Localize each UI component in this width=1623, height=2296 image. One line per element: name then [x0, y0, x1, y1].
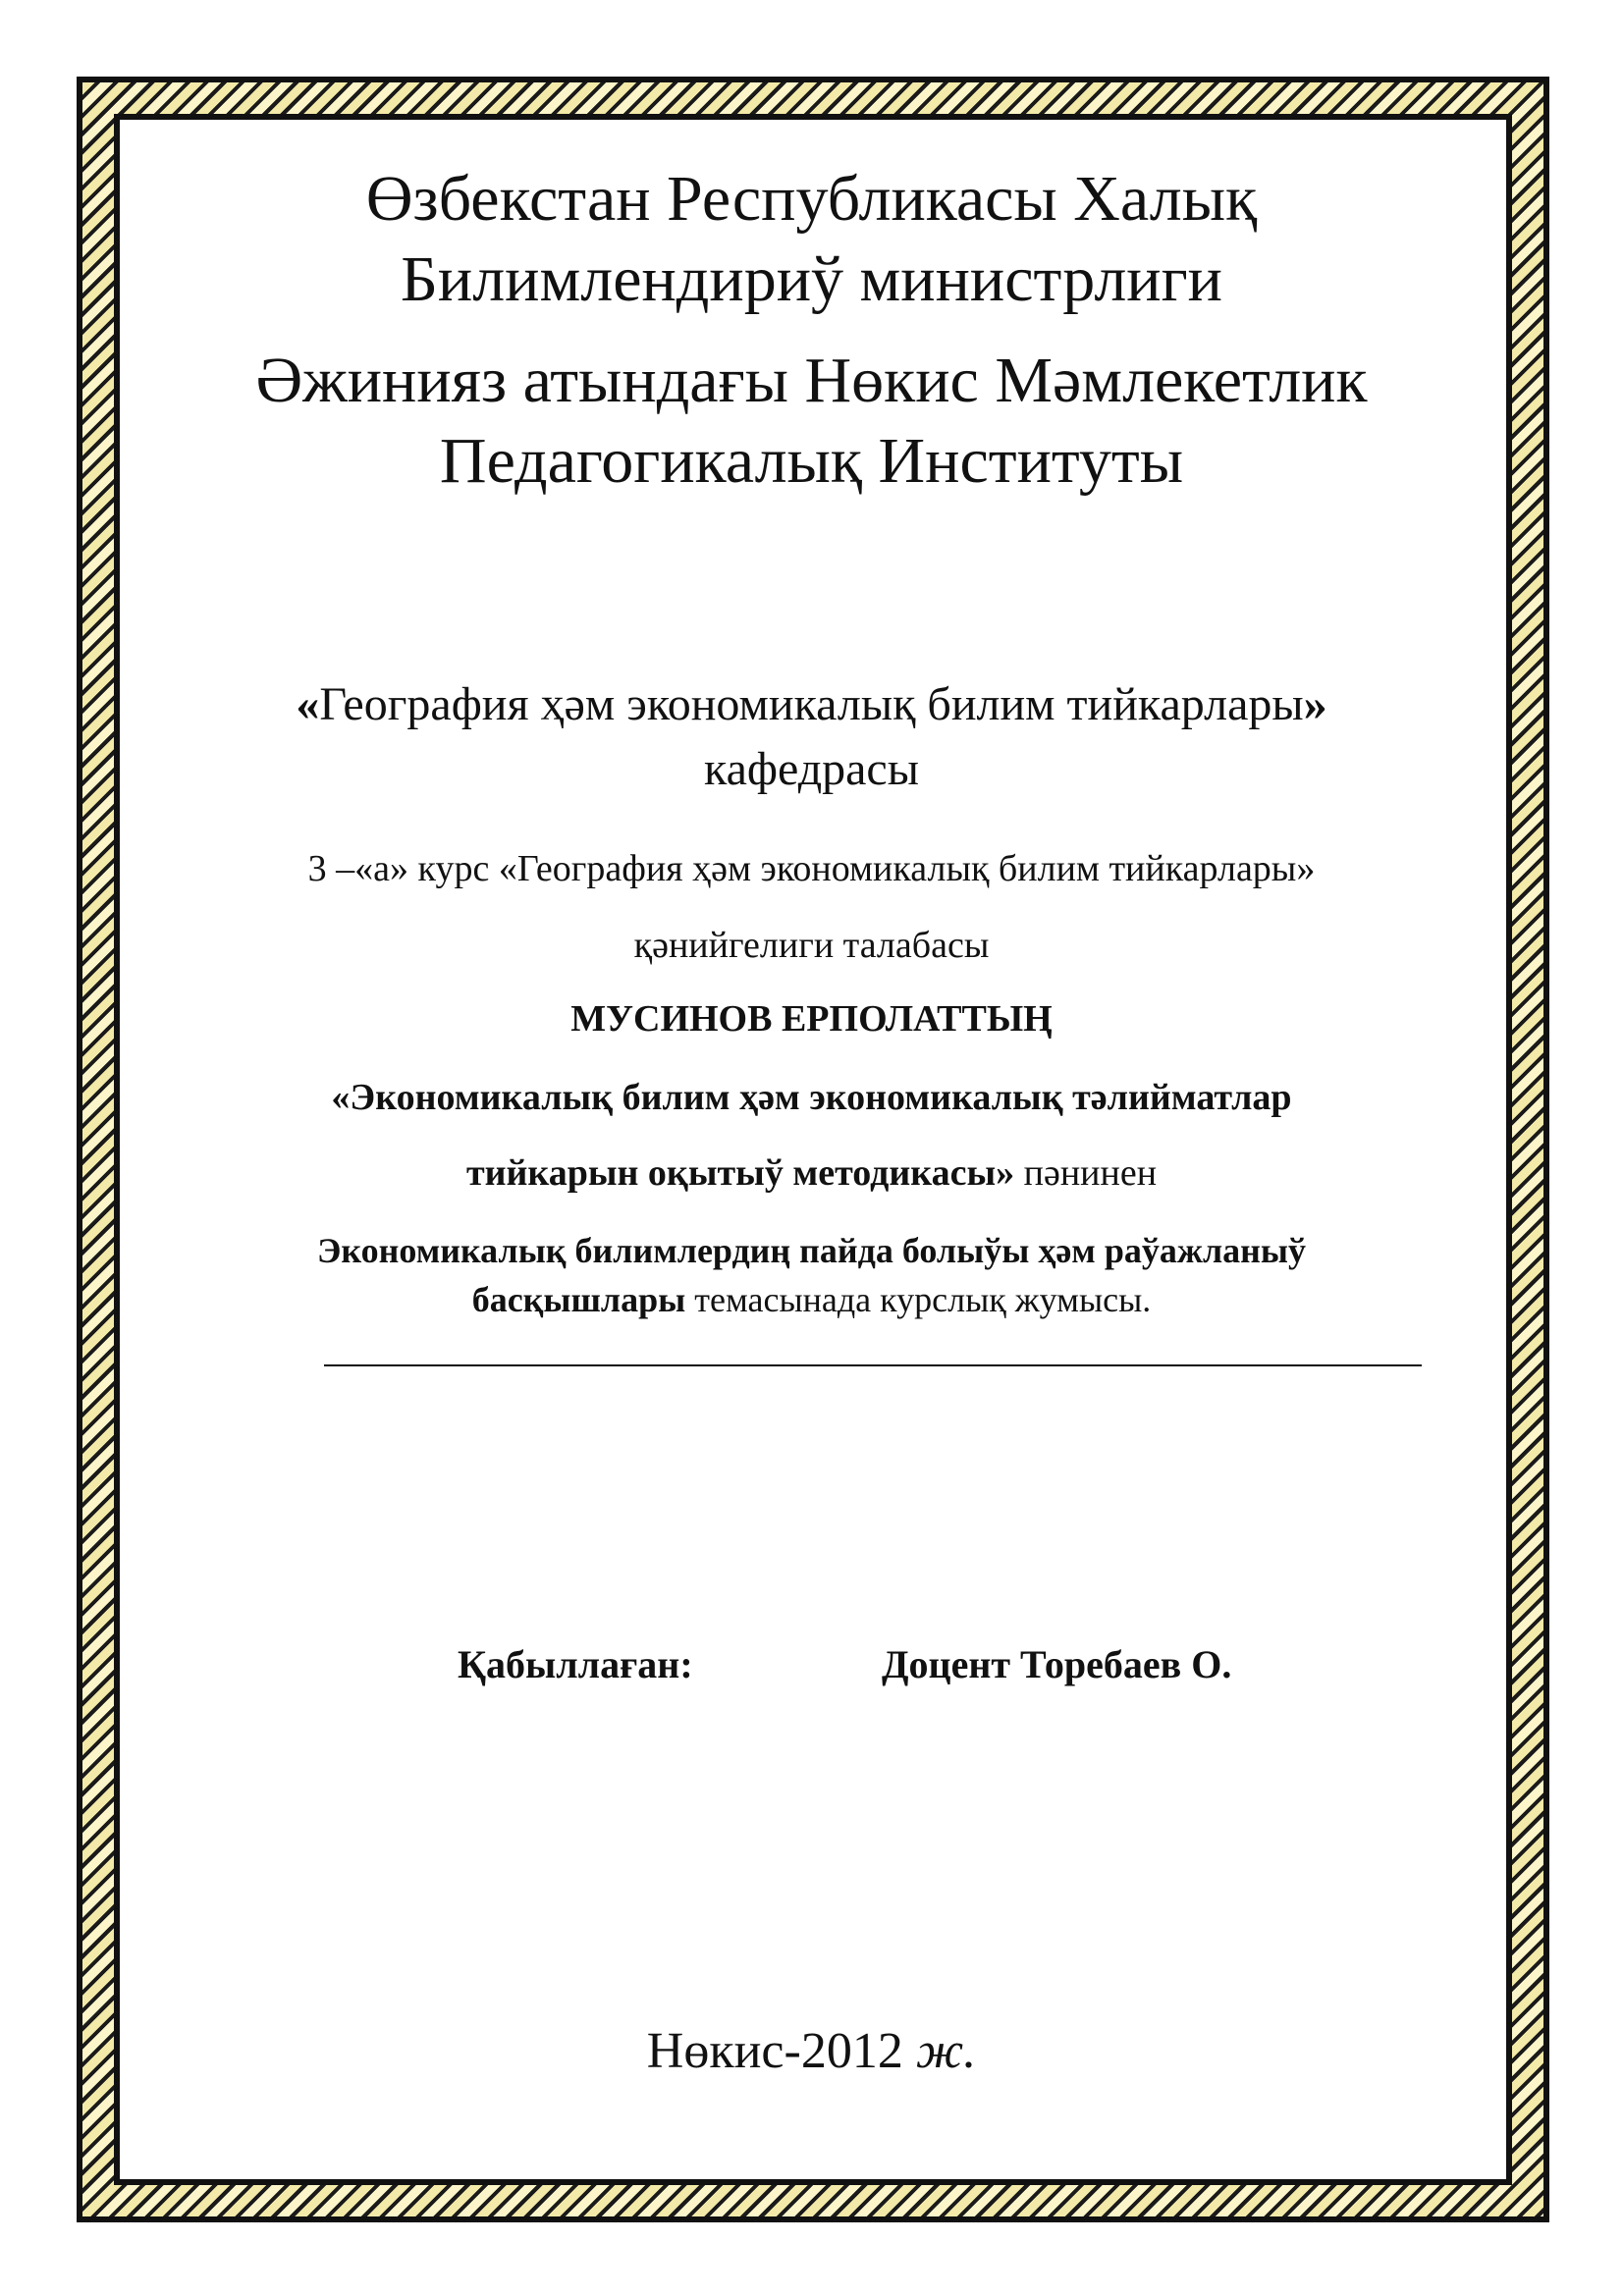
department-suffix: кафедрасы [704, 743, 919, 795]
student-name: МУСИНОВ ЕРПОЛАТТЫҢ [570, 998, 1053, 1040]
department-open-quote: « [296, 678, 320, 730]
institute-line-2: Педагогикалық Институты [439, 425, 1184, 497]
subject-line-2 [0, 1150, 1623, 1196]
department-title [0, 677, 1623, 732]
subject-line-2-bold: тийкарын оқытыў методикасы» [465, 1152, 1015, 1194]
department-name: География ҳәм экономикалық билим тийкарлары [319, 678, 1304, 730]
subject-line-1: «Экономикалық билим ҳәм экономикалық тәлийматлар [331, 1077, 1292, 1118]
city-year [0, 2022, 1623, 2081]
ministry-line-2: Билимлендириў министрлиги [401, 243, 1222, 315]
course-line: 3 –«а» курс «География ҳәм экономикалық билим тийкарлары» [307, 848, 1316, 889]
theme-line-2-bold: басқышлары [471, 1280, 686, 1319]
city-year-text: Нөкис-2012 [646, 2023, 916, 2079]
theme-line-1: Экономикалық билимлердиң пайда болыўы ҳәм раўажланыў [316, 1231, 1306, 1270]
theme-line-2 [0, 1278, 1623, 1321]
signature-label: Қабыллаған: [458, 1642, 693, 1686]
subject-line-2-rest: пәнинен [1014, 1152, 1158, 1194]
specialty-line: қәнийгелиги талабасы [633, 925, 990, 966]
signature-name: Доцент Торебаев О. [882, 1642, 1232, 1686]
theme-line-2-rest: темасынада курслық жумысы. [685, 1280, 1152, 1319]
ministry-line-1: Өзбекстан Республикасы Халық [365, 163, 1258, 235]
horizontal-rule [324, 1364, 1422, 1366]
city-year-suffix: ж. [915, 2023, 977, 2079]
department-close-quote: » [1303, 678, 1327, 730]
institute-line-1: Әжинияз атындағы Нөкис Мәмлекетлик [255, 345, 1368, 416]
